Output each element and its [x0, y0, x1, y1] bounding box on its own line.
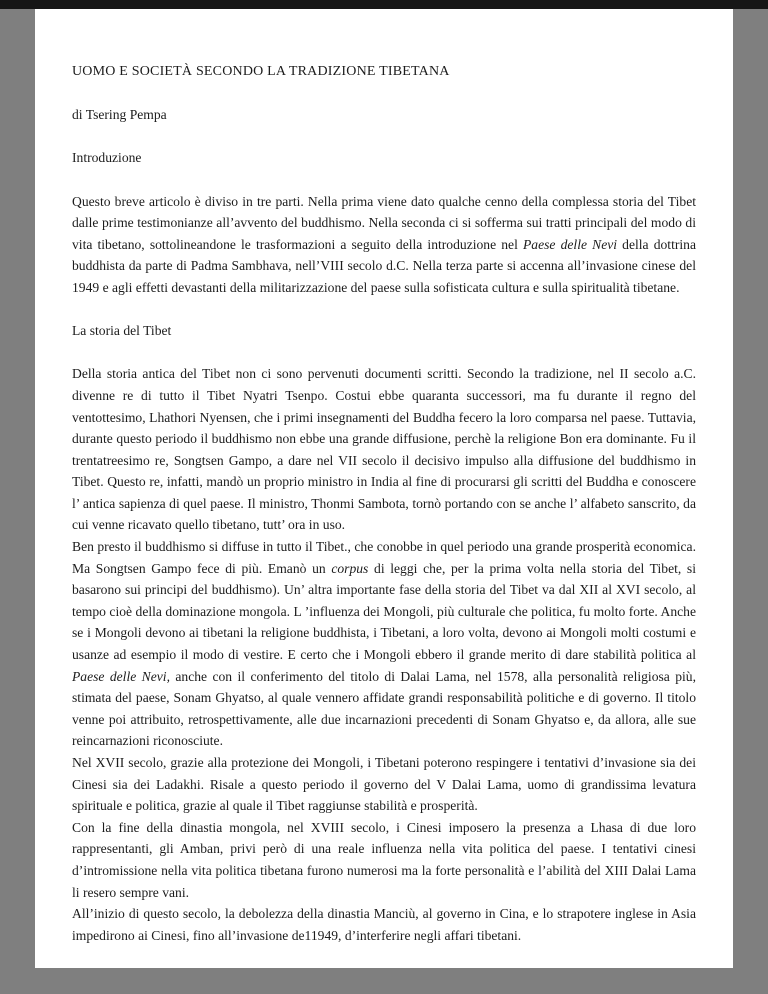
intro-paragraph: [72, 191, 696, 299]
top-strip: [0, 0, 768, 9]
byline: di Tsering Pempa: [72, 107, 167, 123]
italic-text-run: Paese delle Nevi,: [72, 668, 170, 684]
italic-text-run: Paese delle Nevi: [523, 236, 618, 252]
document-content: [72, 61, 696, 946]
history-paragraph-1: [72, 363, 696, 536]
section-heading-la-storia-del-tibet: La storia del Tibet: [72, 323, 172, 339]
history-paragraph-5: [72, 903, 696, 946]
text-run: Nel XVII secolo, grazie alla protezione dei Mongoli, i Tibetani poterono respingere i tentativi d’invasione sia dei Cinesi sia dei Ladakhi. Risale a questo periodo il governo del V Dalai Lama, uomo di grandissima levatura spirituale e politica, grazie al quale il Tibet raggiunse stabilità e prosperità.: [72, 755, 696, 814]
text-run: della dottrina buddhista da parte di Padma Sambhava, nell’VIII secolo d.C. Nella terza parte si accenna all’invasione cinese del 1949 e agli effetti devastanti della militarizzazione del paese sulla sofisticata cultura e sulla spiritualità tibetane.: [72, 236, 696, 295]
document-title: UOMO E SOCIETÀ SECONDO LA TRADIZIONE TIBETANA: [72, 64, 450, 79]
section-heading-introduzione: Introduzione: [72, 150, 142, 166]
document-page: [35, 9, 733, 968]
text-run: anche con il conferimento del titolo di Dalai Lama, nel 1578, alla personalità religiosa più, stimata del paese, Sonam Ghyatso, al quale vennero affidate grandi responsabilità politiche e di governo. Il titolo venne poi attribuito, retrospettivamente, alle due incarnazioni precedenti di Sonam Ghyatso e, da allora, alle sue reincarnazioni riconosciute.: [72, 668, 696, 749]
text-run: di leggi che, per la prima volta nella storia del Tibet, si basarono sui principi del buddhismo). Un’ altra importante fase della storia del Tibet va dal XII al XVI secolo, al tempo cioè della dominazione mongola. L ’influenza dei Mongoli, più culturale che politica, fu molto forte. Anche se i Mongoli devono ai tibetani la religione buddhista, i Tibetani, a loro volta, devono ai Mongoli molti costumi e usanze ad esempio il modo di vestire. E certo che i Mongoli ebbero il grande merito di dare stabilità politica al: [72, 560, 696, 663]
italic-text-run: corpus: [331, 560, 369, 576]
text-run: Ben presto il buddhismo si diffuse in tutto il Tibet., che conobbe in quel periodo una grande prosperità economica. Ma Songtsen Gampo fece di più. Emanò un: [72, 539, 696, 576]
text-run: All’inizio di questo secolo, la debolezza della dinastia Manciù, al governo in Cina, e lo strapotere inglese in Asia impedirono ai Cinesi, fino all’invasione de11949, d’interferire negli affari tibetani.: [72, 906, 696, 943]
history-paragraph-3: [72, 752, 696, 817]
history-paragraph-2: [72, 536, 696, 752]
text-run: Questo breve articolo è diviso in tre parti. Nella prima viene dato qualche cenno della complessa storia del Tibet dalle prime testimonianze all’avvento del buddhismo. Nella seconda ci si sofferma sui tratti principali del modo di vita tibetano, sottolineandone le trasformazioni a seguito della introduzione nel: [72, 193, 696, 252]
text-run: Della storia antica del Tibet non ci sono pervenuti documenti scritti. Secondo la tradizione, nel II secolo a.C. divenne re di tutto il Tibet Nyatri Tsenpo. Costui ebbe quaranta successori, ma fu durante il regno del ventottesimo, Lhathori Nyensen, che i primi insegnamenti del Buddha fecero la loro comparsa nel paese. Tuttavia, durante questo periodo il buddhismo non ebbe una grande diffusione, perchè la religione Bon era dominante. Fu il trentatreesimo re, Songtsen Gampo, a dare nel VII secolo il decisivo impulso alla diffusione del buddhismo in Tibet. Questo re, infatti, mandò un proprio ministro in India al fine di procurarsi gli scritti del Buddha e conoscere l’ antica sapienza di quel paese. Il ministro, Thonmi Sambota, tornò portando con se anche l’ alfabeto sanscrito, da cui venne ricavato quello tibetano, tutt’ ora in uso.: [72, 366, 696, 533]
text-run: Con la fine della dinastia mongola, nel XVIII secolo, i Cinesi imposero la presenza a Lhasa di due loro rappresentanti, gli Amban, privi però di una reale influenza nella vita politica del paese. I tentativi cinesi d’intromissione nella vita politica tibetana furono numerosi ma la forte personalità e l’abilità del XIII Dalai Lama li resero sempre vani.: [72, 819, 696, 900]
history-paragraph-4: [72, 817, 696, 903]
